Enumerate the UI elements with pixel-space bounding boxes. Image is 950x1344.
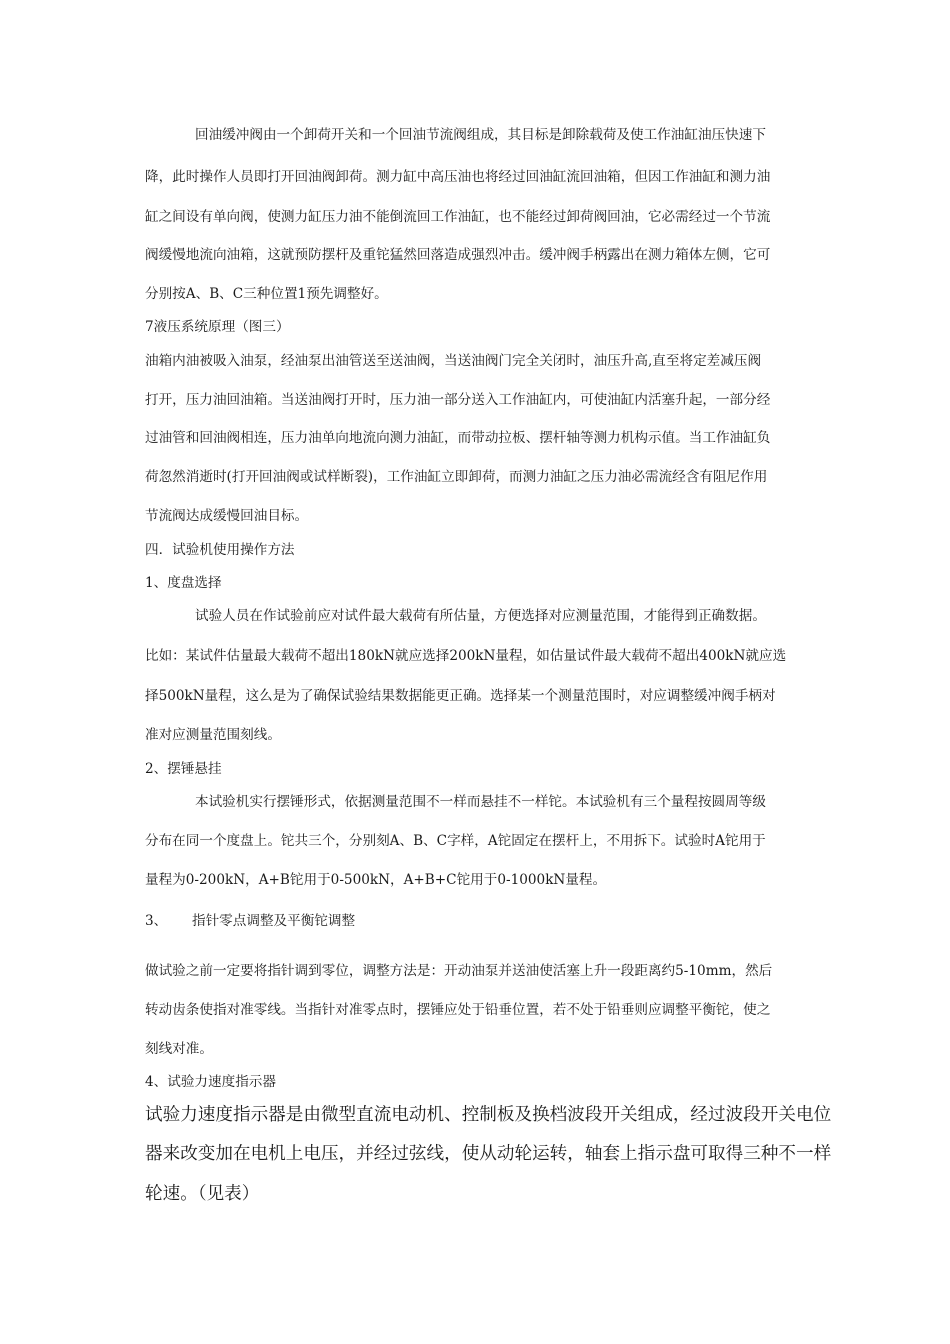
paragraph-line: 回油缓冲阀由一个卸荷开关和一个回油节流阀组成，其目标是卸除载荷及使工作油缸油压快速下 (195, 127, 766, 143)
paragraph-line: 分别按A、B、C三种位置1预先调整好。 (145, 286, 388, 302)
paragraph-line: 油箱内油被吸入油泵，经油泵出油管送至送油阀，当送油阀门完全关闭时，油压升高,直至将定差减压阀 (145, 353, 762, 369)
paragraph-line: 做试验之前一定要将指针调到零位，调整方法是：开动油泵并送油使活塞上升一段距离约5-10mm，然后 (145, 963, 773, 979)
paragraph-line: 荷忽然消逝时(打开回油阀或试样断裂)，工作油缸立即卸荷，而测力油缸之压力油必需流经含有阻尼作用 (145, 469, 768, 485)
paragraph-line: 准对应测量范围刻线。 (145, 727, 281, 743)
paragraph-line: 试验人员在作试验前应对试件最大载荷有所估量，方便选择对应测量范围，才能得到正确数据。 (195, 608, 766, 624)
subsection-heading: 4、试验力速度指示器 (145, 1074, 276, 1090)
paragraph-line: 本试验机实行摆锤形式，依据测量范围不一样而悬挂不一样铊。本试验机有三个量程按圆周等级 (195, 794, 766, 810)
paragraph-line: 量程为0-200kN，A+B铊用于0-500kN，A+B+C铊用于0-1000kN量程。 (145, 872, 607, 888)
paragraph-line: 转动齿条使指对准零线。当指针对准零点时，摆锤应处于铅垂位置，若不处于铅垂则应调整平衡铊，使之 (145, 1002, 771, 1018)
paragraph-line: 过油管和回油阀相连，压力油单向地流向测力油缸，而带动拉板、摆杆轴等测力机构示值。当工作油缸负 (145, 430, 771, 446)
paragraph-line: 择500kN量程，这么是为了确保试验结果数据能更正确。选择某一个测量范围时，对应调整缓冲阀手柄对 (145, 688, 776, 704)
paragraph-line: 轮速。（见表） (145, 1184, 260, 1204)
paragraph-line: 器来改变加在电机上电压，并经过弦线，使从动轮运转，轴套上指示盘可取得三种不一样 (145, 1144, 832, 1164)
paragraph-line: 阀缓慢地流向油箱，这就预防摆杆及重铊猛然回落造成强烈冲击。缓冲阀手柄露出在测力箱体左侧，它可 (145, 247, 771, 263)
subsection-heading: 2、摆锤悬挂 (145, 761, 222, 777)
paragraph-line: 比如：某试件估量最大载荷不超出180kN就应选择200kN量程，如估量试件最大载荷不超出400kN就应选 (145, 648, 787, 664)
paragraph-line: 刻线对准。 (145, 1041, 213, 1057)
paragraph-line: 节流阀达成缓慢回油目标。 (145, 508, 309, 524)
paragraph-line: 打开，压力油回油箱。当送油阀打开时，压力油一部分送入工作油缸内，可使油缸内活塞升起，一部分经 (145, 392, 771, 408)
paragraph-line: 试验力速度指示器是由微型直流电动机、控制板及换档波段开关组成，经过波段开关电位 (145, 1105, 832, 1125)
paragraph-line: 缸之间设有单向阀，使测力缸压力油不能倒流回工作油缸，也不能经过卸荷阀回油，它必需经过一个节流 (145, 209, 771, 225)
paragraph-line: 降，此时操作人员即打开回油阀卸荷。测力缸中高压油也将经过回油缸流回油箱，但因工作油缸和测力油 (145, 169, 771, 185)
paragraph-line: 分布在同一个度盘上。铊共三个，分别刻A、B、C字样，A铊固定在摆杆上，不用拆下。试验时A铊用于 (145, 833, 766, 849)
section-heading: 7液压系统原理（图三） (145, 319, 290, 335)
subsection-number: 3、 (145, 913, 168, 929)
subsection-heading: 指针零点调整及平衡铊调整 (192, 913, 356, 929)
section-heading: 四．试验机使用操作方法 (145, 542, 295, 558)
subsection-heading: 1、度盘选择 (145, 575, 222, 591)
